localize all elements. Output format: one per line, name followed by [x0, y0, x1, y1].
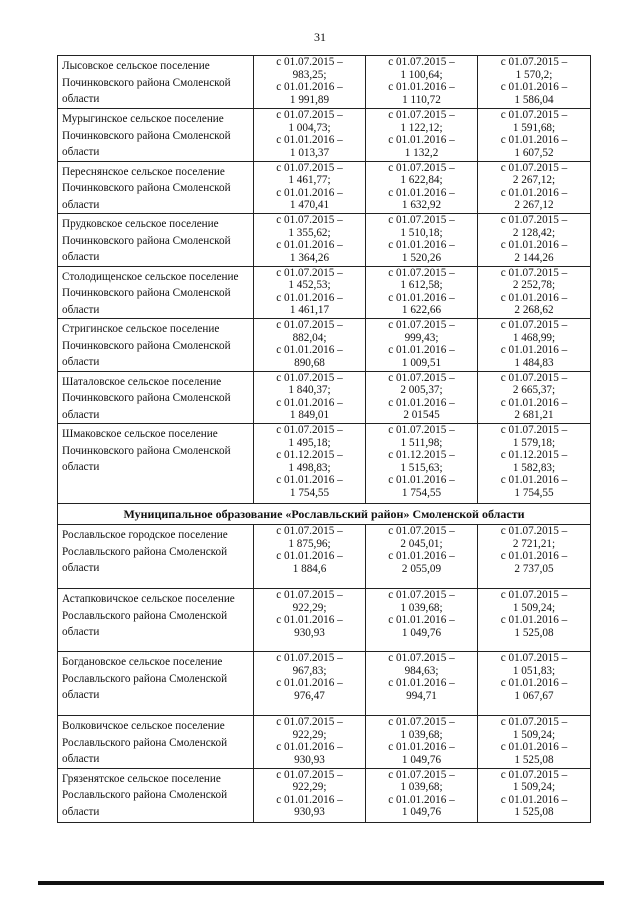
period-label: с 01.01.2016 –	[500, 186, 568, 199]
tariff-value: 1 579,18;	[512, 436, 556, 449]
tariff-value: 1 039,68;	[400, 601, 443, 614]
tariff-value: 1 754,55	[514, 486, 554, 499]
period-label: с 01.01.2016 –	[388, 677, 455, 690]
period-label: с 01.01.2016 –	[388, 186, 455, 199]
period-label: с 01.07.2015 –	[276, 652, 343, 664]
tariff-cell-2	[366, 371, 478, 424]
tariff-value: 1 364,26	[289, 251, 330, 264]
tariff-value: 2 737,05	[514, 562, 554, 575]
tariff-cell-2	[366, 266, 478, 319]
tariff-value: 1 509,24;	[512, 781, 556, 794]
period-label: с 01.07.2015 –	[500, 266, 568, 279]
tariff-cell-1	[254, 716, 366, 769]
tariff-value: 984,63;	[404, 664, 439, 677]
period-label: с 01.07.2015 –	[388, 768, 455, 781]
tariff-cell-3	[478, 214, 591, 267]
period-label: с 01.01.2016 –	[500, 239, 568, 252]
period-label: с 01.07.2015 –	[276, 589, 343, 601]
tariff-value: 1 013,37	[289, 146, 330, 159]
period-label: с 01.01.2016 –	[276, 186, 343, 199]
table-row	[58, 319, 591, 372]
settlement-name: Астапковичское сельское поселение Рославльского района Смоленской области	[58, 589, 254, 652]
tariff-value: 2 055,09	[401, 562, 442, 575]
tariff-value: 930,93	[294, 626, 325, 639]
tariff-value: 1 525,08	[514, 806, 554, 819]
period-label: с 01.07.2015 –	[500, 716, 568, 728]
period-label: с 01.07.2015 –	[500, 652, 568, 664]
period-label: с 01.01.2016 –	[276, 474, 343, 487]
period-label: с 01.07.2015 –	[276, 424, 343, 436]
tariff-value: 1 510,18;	[400, 226, 443, 239]
tariff-cell-1	[254, 424, 366, 504]
tariff-value: 1 461,77;	[288, 174, 331, 187]
tariff-cell-3	[478, 371, 591, 424]
tariff-value: 1 004,73;	[288, 121, 331, 134]
tariff-table	[57, 55, 591, 823]
tariff-value: 1 511,98;	[400, 436, 443, 449]
tariff-cell-1	[254, 768, 366, 822]
page-number: 31	[314, 30, 326, 44]
tariff-cell-2	[366, 589, 478, 652]
tariff-value: 2 005,37;	[400, 384, 443, 397]
settlement-name: Стригинское сельское поселение Починковского района Смоленской области	[58, 319, 254, 372]
tariff-cell-3	[478, 56, 591, 109]
section-header-row	[58, 504, 591, 525]
tariff-value: 2 252,78;	[512, 279, 556, 292]
tariff-cell-2	[366, 214, 478, 267]
period-label: с 01.07.2015 –	[276, 768, 343, 781]
tariff-value: 2 681,21	[514, 409, 554, 422]
tariff-cell-3	[478, 161, 591, 214]
tariff-cell-2	[366, 56, 478, 109]
period-label: с 01.07.2015 –	[276, 525, 343, 537]
period-label: с 01.07.2015 –	[500, 424, 568, 436]
period-label: с 01.01.2016 –	[276, 239, 343, 252]
tariff-value: 930,93	[294, 753, 325, 766]
tariff-value: 1 051,83;	[512, 664, 556, 677]
tariff-value: 1 509,24;	[512, 601, 556, 614]
period-label: с 01.07.2015 –	[388, 319, 455, 331]
tariff-value: 2 268,62	[514, 304, 554, 317]
table-row	[58, 716, 591, 769]
tariff-value: 1 067,67	[514, 689, 554, 702]
table-row	[58, 214, 591, 267]
tariff-value: 1 461,17	[289, 304, 330, 317]
tariff-value: 1 468,99;	[512, 331, 556, 344]
period-label: с 01.12.2015 –	[276, 449, 343, 462]
settlement-name: Шмаковское сельское поселение Починковского района Смоленской области	[58, 424, 254, 504]
settlement-name: Прудковское сельское поселение Починковского района Смоленской области	[58, 214, 254, 267]
tariff-value: 1 132,2	[404, 146, 439, 159]
tariff-cell-3	[478, 525, 591, 589]
period-label: с 01.07.2015 –	[500, 525, 568, 537]
settlement-name: Шаталовское сельское поселение Починковского района Смоленской области	[58, 371, 254, 424]
tariff-value: 2 665,37;	[512, 384, 556, 397]
tariff-value: 2 144,26	[514, 251, 554, 264]
period-label: с 01.01.2016 –	[388, 793, 455, 806]
period-label: с 01.01.2016 –	[500, 344, 568, 357]
period-label: с 01.07.2015 –	[276, 214, 343, 226]
tariff-cell-3	[478, 652, 591, 716]
period-label: с 01.01.2016 –	[500, 474, 568, 487]
period-label: с 01.01.2016 –	[388, 134, 455, 147]
tariff-cell-3	[478, 319, 591, 372]
tariff-value: 1 498,83;	[288, 461, 331, 474]
period-label: с 01.01.2016 –	[276, 614, 343, 627]
period-label: с 01.07.2015 –	[388, 214, 455, 226]
table-row	[58, 424, 591, 504]
period-label: с 01.01.2016 –	[388, 550, 455, 563]
period-label: с 01.07.2015 –	[500, 371, 568, 384]
period-label: с 01.01.2016 –	[500, 741, 568, 754]
period-label: с 01.01.2016 –	[500, 677, 568, 690]
tariff-value: 2 045,01;	[400, 537, 443, 550]
tariff-value: 994,71	[406, 689, 437, 702]
period-label: с 01.01.2016 –	[388, 291, 455, 304]
tariff-value: 1 495,18;	[288, 436, 331, 449]
period-label: с 01.01.2016 –	[388, 81, 455, 94]
period-label: с 01.07.2015 –	[500, 214, 568, 226]
period-label: с 01.07.2015 –	[500, 589, 568, 601]
tariff-cell-2	[366, 768, 478, 822]
tariff-value: 890,68	[294, 356, 325, 369]
tariff-value: 2 128,42;	[512, 226, 556, 239]
period-label: с 01.07.2015 –	[388, 371, 455, 384]
table-body	[58, 56, 591, 823]
tariff-cell-2	[366, 161, 478, 214]
period-label: с 01.07.2015 –	[500, 56, 568, 68]
tariff-value: 967,83;	[292, 664, 327, 677]
tariff-value: 1 612,58;	[400, 279, 443, 292]
tariff-cell-3	[478, 424, 591, 504]
period-label: с 01.01.2016 –	[276, 134, 343, 147]
period-label: с 01.07.2015 –	[388, 589, 455, 601]
section-title: Муниципальное образование «Рославльский район» Смоленской области	[58, 504, 591, 525]
period-label: с 01.07.2015 –	[388, 716, 455, 728]
tariff-cell-1	[254, 266, 366, 319]
period-label: с 01.01.2016 –	[388, 614, 455, 627]
period-label: с 01.01.2016 –	[276, 291, 343, 304]
tariff-value: 1 515,63;	[400, 461, 443, 474]
period-label: с 01.07.2015 –	[388, 525, 455, 537]
tariff-value: 983,25;	[292, 68, 327, 81]
table-row	[58, 161, 591, 214]
period-label: с 01.01.2016 –	[388, 741, 455, 754]
period-label: с 01.07.2015 –	[276, 109, 343, 121]
table-row	[58, 652, 591, 716]
tariff-cell-2	[366, 525, 478, 589]
tariff-value: 1 525,08	[514, 626, 554, 639]
tariff-cell-1	[254, 319, 366, 372]
tariff-value: 882,04;	[292, 331, 327, 344]
period-label: с 01.07.2015 –	[388, 266, 455, 279]
tariff-value: 1 009,51	[401, 356, 442, 369]
tariff-cell-1	[254, 371, 366, 424]
table-row	[58, 525, 591, 589]
settlement-name: Грязенятское сельское поселение Рославльского района Смоленской области	[58, 768, 254, 822]
tariff-cell-1	[254, 525, 366, 589]
tariff-cell-3	[478, 589, 591, 652]
tariff-value: 1 039,68;	[400, 728, 443, 741]
period-label: с 01.07.2015 –	[276, 319, 343, 331]
tariff-value: 2 721,21;	[512, 537, 556, 550]
tariff-value: 1 582,83;	[512, 461, 556, 474]
settlement-name: Богдановское сельское поселение Рославльского района Смоленской области	[58, 652, 254, 716]
tariff-value: 1 452,53;	[288, 279, 331, 292]
period-label: с 01.01.2016 –	[388, 474, 455, 487]
period-label: с 01.07.2015 –	[276, 716, 343, 728]
settlement-name: Столодищенское сельское поселение Починковского района Смоленской области	[58, 266, 254, 319]
tariff-value: 2 267,12;	[512, 174, 556, 187]
settlement-name: Волковичское сельское поселение Рославльского района Смоленской области	[58, 716, 254, 769]
tariff-value: 1 591,68;	[512, 121, 556, 134]
period-label: с 01.01.2016 –	[500, 550, 568, 563]
tariff-value: 1 570,2;	[515, 68, 553, 81]
tariff-value: 1 049,76	[401, 806, 442, 819]
period-label: с 01.01.2016 –	[500, 793, 568, 806]
tariff-cell-3	[478, 266, 591, 319]
tariff-cell-3	[478, 716, 591, 769]
tariff-cell-2	[366, 652, 478, 716]
tariff-value: 1 039,68;	[400, 781, 443, 794]
period-label: с 01.01.2016 –	[276, 396, 343, 409]
period-label: с 01.01.2016 –	[276, 677, 343, 690]
period-label: с 01.07.2015 –	[500, 109, 568, 121]
tariff-value: 1 840,37;	[288, 384, 331, 397]
tariff-value: 1 607,52	[514, 146, 554, 159]
period-label: с 01.01.2016 –	[276, 793, 343, 806]
tariff-value: 930,93	[294, 806, 325, 819]
tariff-value: 1 470,41	[289, 199, 330, 212]
tariff-value: 922,29;	[292, 601, 327, 614]
tariff-value: 1 049,76	[401, 753, 442, 766]
tariff-cell-2	[366, 716, 478, 769]
table-row	[58, 109, 591, 162]
tariff-cell-1	[254, 214, 366, 267]
tariff-value: 2 267,12	[514, 199, 554, 212]
period-label: с 01.07.2015 –	[500, 319, 568, 331]
tariff-value: 922,29;	[292, 781, 327, 794]
period-label: с 01.07.2015 –	[388, 652, 455, 664]
period-label: с 01.01.2016 –	[276, 550, 343, 563]
tariff-value: 1 875,96;	[288, 537, 331, 550]
tariff-value: 1 754,55	[401, 486, 442, 499]
tariff-value: 1 525,08	[514, 753, 554, 766]
tariff-value: 1 520,26	[401, 251, 442, 264]
table-row	[58, 589, 591, 652]
settlement-name: Мурыгинское сельское поселение Починковского района Смоленской области	[58, 109, 254, 162]
tariff-cell-2	[366, 109, 478, 162]
period-label: с 01.07.2015 –	[388, 109, 455, 121]
period-label: с 01.12.2015 –	[500, 449, 568, 462]
tariff-cell-1	[254, 161, 366, 214]
tariff-cell-3	[478, 768, 591, 822]
period-label: с 01.01.2016 –	[388, 239, 455, 252]
period-label: с 01.01.2016 –	[276, 81, 343, 94]
tariff-value: 1 509,24;	[512, 728, 556, 741]
period-label: с 01.07.2015 –	[276, 56, 343, 68]
tariff-value: 922,29;	[292, 728, 327, 741]
tariff-value: 1 622,84;	[400, 174, 443, 187]
period-label: с 01.01.2016 –	[388, 344, 455, 357]
period-label: с 01.01.2016 –	[500, 81, 568, 94]
tariff-value: 1 849,01	[289, 409, 330, 422]
period-label: с 01.07.2015 –	[276, 266, 343, 279]
tariff-cell-1	[254, 56, 366, 109]
bottom-rule	[38, 881, 604, 885]
period-label: с 01.12.2015 –	[388, 449, 455, 462]
tariff-value: 1 110,72	[402, 93, 441, 106]
tariff-cell-1	[254, 652, 366, 716]
tariff-value: 1 991,89	[289, 93, 330, 106]
period-label: с 01.01.2016 –	[276, 344, 343, 357]
tariff-cell-2	[366, 319, 478, 372]
period-label: с 01.07.2015 –	[388, 424, 455, 436]
table-row	[58, 266, 591, 319]
settlement-name: Рославльское городское поселение Рославльского района Смоленской области	[58, 525, 254, 589]
tariff-value: 1 754,55	[289, 486, 330, 499]
tariff-value: 1 632,92	[401, 199, 442, 212]
tariff-value: 1 100,64;	[400, 68, 443, 81]
tariff-value: 1 484,83	[514, 356, 554, 369]
tariff-cell-1	[254, 589, 366, 652]
tariff-value: 976,47	[294, 689, 325, 702]
tariff-value: 1 122,12;	[400, 121, 443, 134]
period-label: с 01.01.2016 –	[388, 396, 455, 409]
table-row	[58, 768, 591, 822]
tariff-value: 2 01545	[403, 409, 440, 422]
tariff-value: 1 355,62;	[288, 226, 331, 239]
period-label: с 01.07.2015 –	[276, 161, 343, 174]
tariff-value: 1 884,6	[292, 562, 327, 575]
table-row	[58, 371, 591, 424]
period-label: с 01.07.2015 –	[500, 161, 568, 174]
tariff-value: 1 622,66	[401, 304, 442, 317]
period-label: с 01.01.2016 –	[276, 741, 343, 754]
period-label: с 01.07.2015 –	[276, 371, 343, 384]
tariff-value: 1 586,04	[514, 93, 554, 106]
tariff-cell-2	[366, 424, 478, 504]
period-label: с 01.07.2015 –	[500, 768, 568, 781]
period-label: с 01.01.2016 –	[500, 396, 568, 409]
tariff-cell-1	[254, 109, 366, 162]
period-label: с 01.01.2016 –	[500, 291, 568, 304]
table-row	[58, 56, 591, 109]
settlement-name: Лысовское сельское поселение Починковского района Смоленской области	[58, 56, 254, 109]
period-label: с 01.07.2015 –	[388, 161, 455, 174]
tariff-cell-3	[478, 109, 591, 162]
tariff-value: 1 049,76	[401, 626, 442, 639]
settlement-name: Переснянское сельское поселение Починковского района Смоленской области	[58, 161, 254, 214]
period-label: с 01.07.2015 –	[388, 56, 455, 68]
tariff-value: 999,43;	[404, 331, 439, 344]
period-label: с 01.01.2016 –	[500, 134, 568, 147]
period-label: с 01.01.2016 –	[500, 614, 568, 627]
